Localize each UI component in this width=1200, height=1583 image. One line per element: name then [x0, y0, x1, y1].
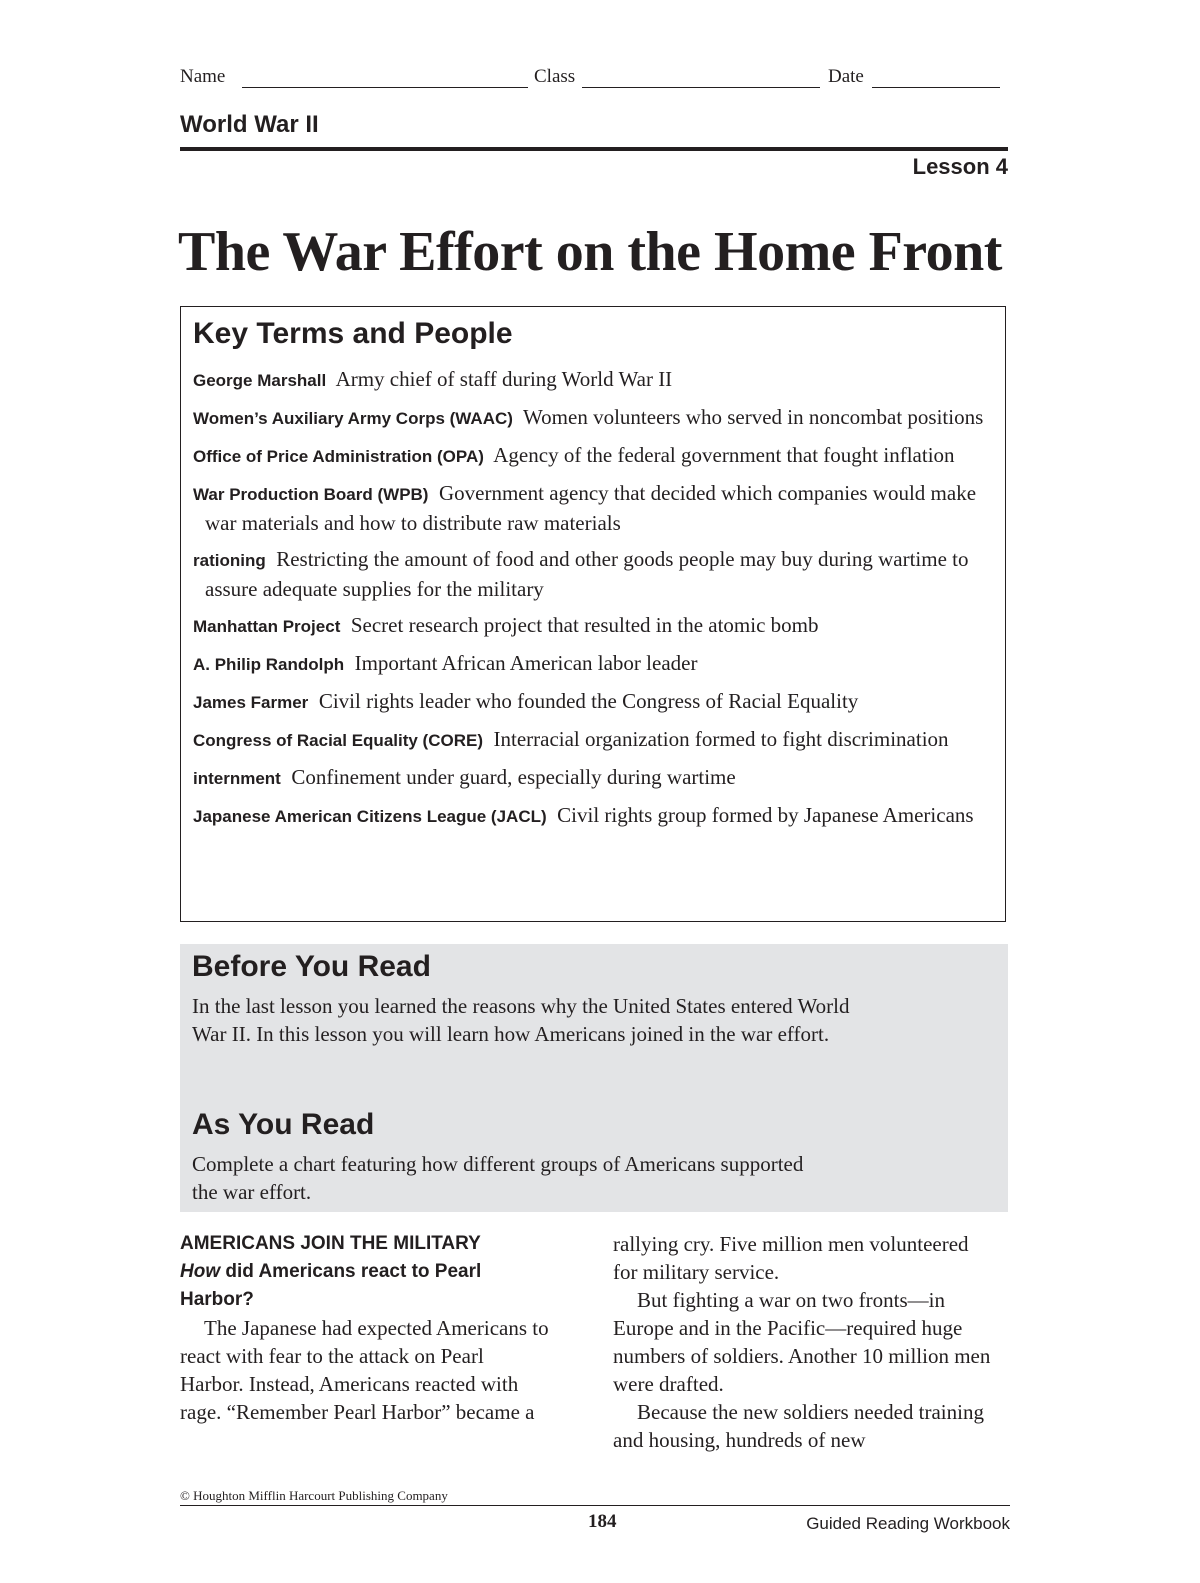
key-term-name: internment [193, 769, 281, 788]
body-column-right [613, 1230, 998, 1454]
body-paragraph: rallying cry. Five million men volunteered for military service. [613, 1232, 969, 1284]
key-term-definition: Secret research project that resulted in the atomic bomb [350, 613, 819, 637]
class-label: Class [534, 66, 576, 87]
before-you-read-text: In the last lesson you learned the reasons why the United States entered World War II. In this lesson you will learn how Americans joined in the war effort. [192, 994, 850, 1046]
key-term-name: Congress of Racial Equality (CORE) [193, 731, 483, 750]
as-you-read-heading: As You Read [192, 1108, 375, 1141]
key-term-name: Office of Price Administration (OPA) [193, 447, 484, 466]
key-term-item [193, 479, 993, 537]
copyright-notice: © Houghton Mifflin Harcourt Publishing Company [180, 1488, 448, 1503]
key-term-item [193, 545, 993, 603]
key-term-definition: Civil rights group formed by Japanese Americans [557, 803, 974, 827]
key-term-definition: Government agency that decided which companies would make war materials and how to distribute raw materials [205, 481, 977, 535]
footer-rule [180, 1505, 1010, 1506]
key-term-definition: Restricting the amount of food and other goods people may buy during wartime to assure adequate supplies for the military [205, 547, 969, 601]
key-term-definition: Civil rights leader who founded the Congress of Racial Equality [318, 689, 859, 713]
name-label: Name [180, 66, 226, 87]
key-term-item [193, 365, 993, 395]
key-term-name: Japanese American Citizens League (JACL) [193, 807, 547, 826]
key-term-name: James Farmer [193, 693, 309, 712]
key-terms-list [193, 365, 993, 839]
workbook-title: Guided Reading Workbook [806, 1514, 1010, 1533]
key-term-item [193, 649, 993, 679]
lesson-label: Lesson 4 [912, 154, 1008, 179]
key-term-name: War Production Board (WPB) [193, 485, 429, 504]
key-term-name: A. Philip Randolph [193, 655, 345, 674]
key-term-definition: Interracial organization formed to fight discrimination [493, 727, 949, 751]
key-terms-heading: Key Terms and People [193, 317, 513, 350]
key-term-item [193, 403, 993, 433]
key-term-item [193, 611, 993, 641]
reading-guide-panel [180, 944, 1008, 1212]
key-term-item [193, 763, 993, 793]
body-column-left [180, 1230, 550, 1426]
date-label: Date [828, 66, 864, 87]
key-term-definition: Confinement under guard, especially during wartime [291, 765, 736, 789]
body-paragraph: But fighting a war on two fronts—in Europe and in the Pacific—required huge numbers of soldiers. Another 10 million men were drafted. [613, 1288, 991, 1396]
page-number: 184 [588, 1511, 617, 1532]
key-term-item [193, 725, 993, 755]
key-term-item [193, 801, 993, 831]
as-you-read-text: Complete a chart featuring how different groups of Americans supported the war effort. [192, 1152, 804, 1204]
student-info-fields [180, 66, 1000, 94]
key-term-name: Women’s Auxiliary Army Corps (WAAC) [193, 409, 513, 428]
body-paragraph: Because the new soldiers needed training and housing, hundreds of new [613, 1400, 984, 1452]
key-term-definition: Important African American labor leader [354, 651, 698, 675]
before-you-read-heading: Before You Read [192, 950, 431, 983]
section-question [180, 1258, 550, 1314]
section-heading: AMERICANS JOIN THE MILITARY [180, 1233, 481, 1254]
key-term-name: rationing [193, 551, 266, 570]
section-question-text: did Americans react to Pearl Harbor? [180, 1261, 482, 1310]
header-rule [180, 147, 1008, 151]
name-line [242, 87, 528, 88]
key-term-definition: Agency of the federal government that fought inflation [493, 443, 955, 467]
unit-title: World War II [180, 111, 319, 138]
key-terms-box [180, 306, 1006, 922]
key-term-definition: Women volunteers who served in noncombat positions [523, 405, 984, 429]
key-term-name: George Marshall [193, 371, 327, 390]
key-term-item [193, 687, 993, 717]
body-paragraph: The Japanese had expected Americans to react with fear to the attack on Pearl Harbor. Instead, Americans reacted with rage. “Remember Pearl Harbor” became a [180, 1316, 549, 1424]
key-term-item [193, 441, 993, 471]
key-term-definition: Army chief of staff during World War II [335, 367, 673, 391]
section-question-emphasis: How [180, 1261, 221, 1282]
page-title: The War Effort on the Home Front [178, 221, 1002, 283]
key-term-name: Manhattan Project [193, 617, 341, 636]
class-line [582, 87, 820, 88]
date-line [872, 87, 1000, 88]
